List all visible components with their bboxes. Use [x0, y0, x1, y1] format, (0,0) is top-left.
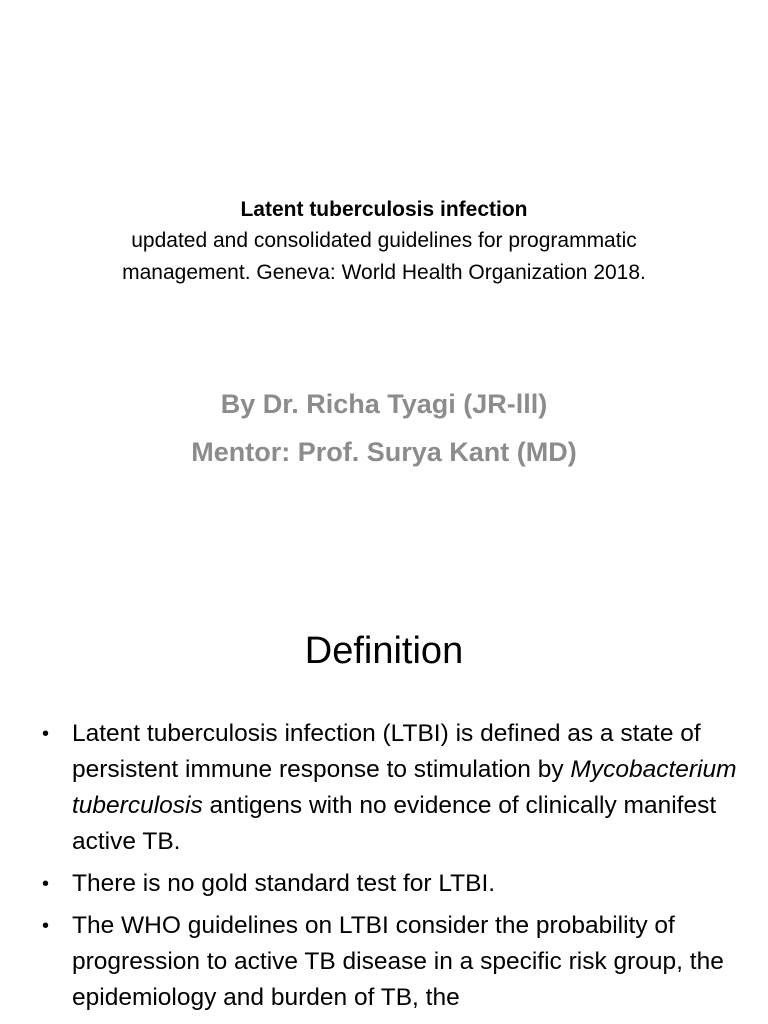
subtitle-line-1: updated and consolidated guidelines for programmatic	[131, 229, 637, 252]
author-name: By Dr. Richa Tyagi (JR-lll)	[220, 389, 548, 419]
bullet-text: The WHO guidelines on LTBI consider the probability of progression to active TB disease in a specific risk group, the epidemiology and burden of TB, the	[72, 912, 724, 1011]
bullet-icon: •	[42, 873, 50, 895]
title-block	[40, 196, 728, 289]
mentor-name: Mentor: Prof. Surya Kant (MD)	[191, 437, 577, 467]
subtitle-line-2: management. Geneva: World Health Organization 2018.	[122, 261, 646, 284]
definition-bullet-list	[40, 716, 740, 1022]
bullet-item	[40, 866, 740, 902]
slide-subtitle	[40, 225, 728, 289]
bullet-icon: •	[42, 723, 50, 745]
bullet-text-part: Latent tuberculosis infection (LTBI) is defined as a state of persistent immune response to stimulation by	[72, 720, 701, 783]
bullet-item	[40, 908, 740, 1016]
bullet-icon: •	[42, 915, 50, 937]
author-block	[40, 380, 728, 476]
bullet-text-part: antigens with no evidence of clinically manifest active TB.	[72, 792, 717, 855]
bullet-text: There is no gold standard test for LTBI.	[72, 870, 496, 897]
definition-heading: Definition	[304, 630, 464, 672]
species-name: Mycobacterium tuberculosis	[72, 756, 737, 819]
definition-slide	[0, 576, 768, 1024]
slide-title: Latent tuberculosis infection	[240, 198, 528, 221]
bullet-item	[40, 716, 740, 860]
